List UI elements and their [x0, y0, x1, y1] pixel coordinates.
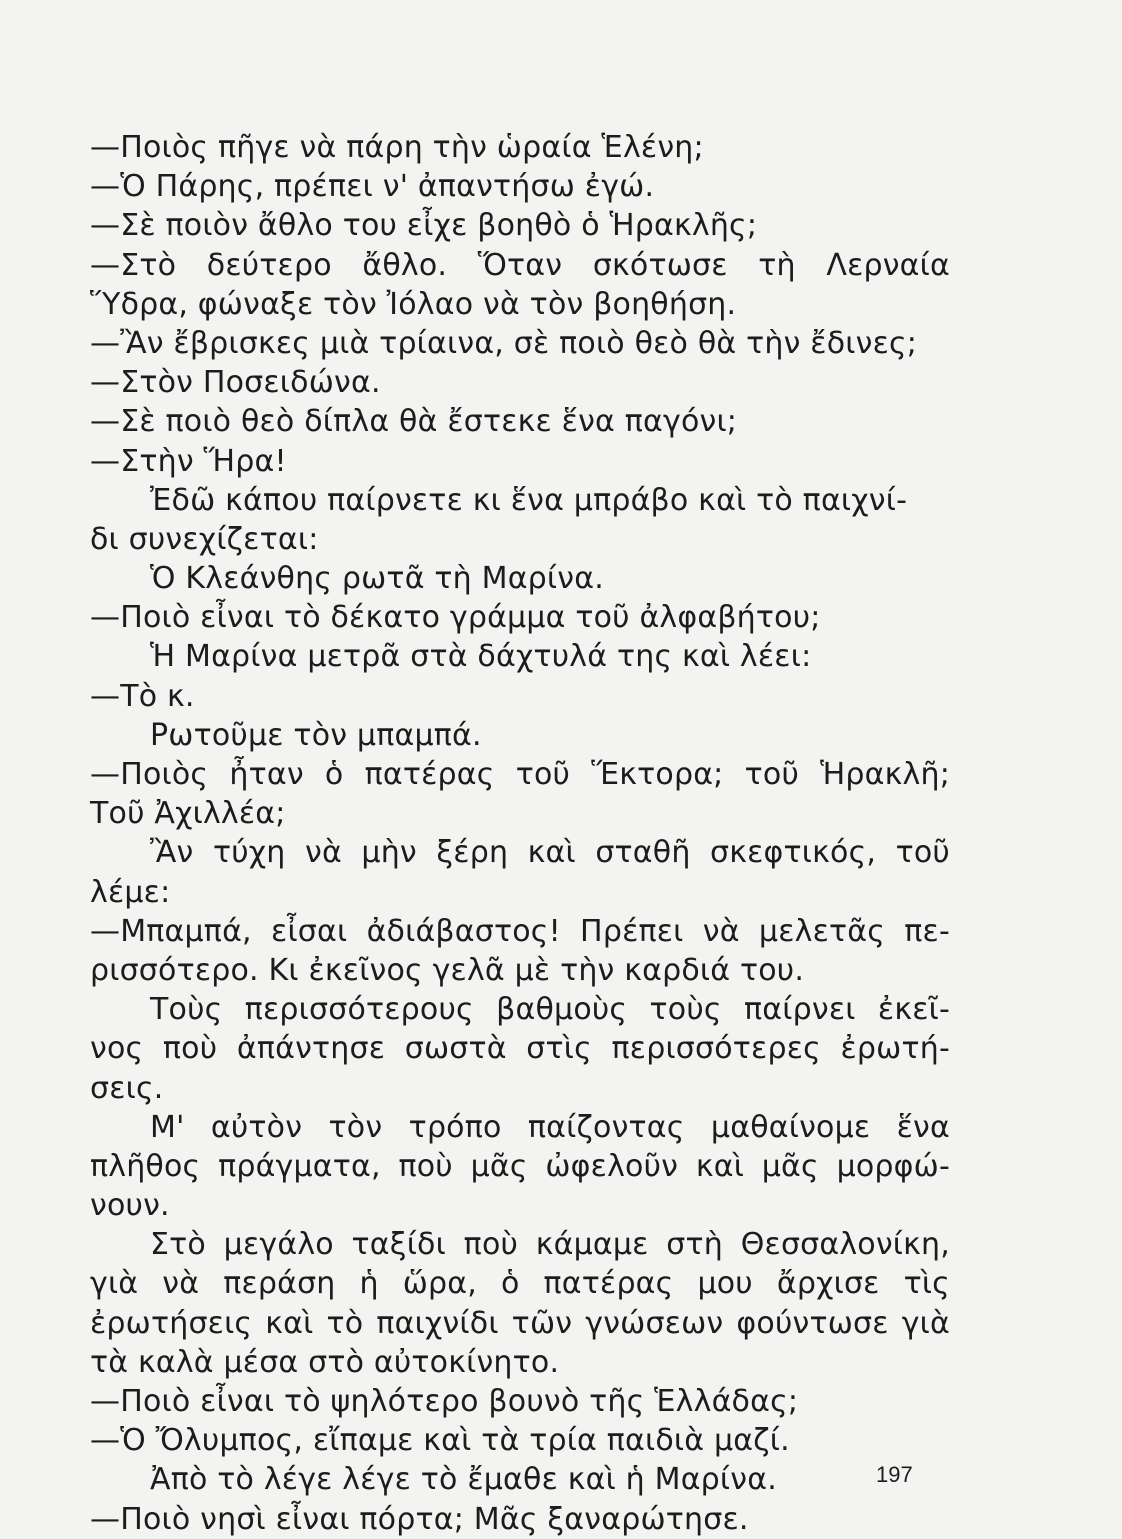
text-line: —Ποιὸς ἦταν ὁ πατέρας τοῦ Ἕκτορα; τοῦ Ἡρακλῆ; — [90, 757, 950, 792]
text-line: Ἂν τύχη νὰ μὴν ξέρη καὶ σταθῆ σκεφτικός, τοῦ — [150, 835, 950, 871]
text-line: ἐρωτήσεις καὶ τὸ παιχνίδι τῶν γνώσεων φούντωσε γιὰ — [90, 1305, 950, 1341]
text-line: Τοὺς περισσότερους βαθμοὺς τοὺς παίρνει ἐκεῖ- — [150, 992, 950, 1028]
text-line: —Ὁ Ὄλυμπος, εἴπαμε καὶ τὰ τρία παιδιὰ μαζί. — [90, 1423, 790, 1459]
text-line: σεις. — [90, 1070, 164, 1106]
text-line: γιὰ νὰ περάση ἡ ὥρα, ὁ πατέρας μου ἄρχισε τὶς — [90, 1266, 950, 1302]
text-line: —Ποιὸ νησὶ εἶναι πόρτα; Μᾶς ξαναρώτησε. — [90, 1501, 749, 1537]
text-line: Τοῦ Ἀχιλλέα; — [90, 796, 286, 832]
text-line: —Μπαμπά, εἶσαι ἀδιάβαστος! Πρέπει νὰ μελετᾶς πε- — [90, 913, 950, 949]
text-line: —Ἂν ἔβρισκες μιὰ τρίαινα, σὲ ποιὸ θεὸ θὰ τὴν ἔδινες; — [90, 325, 918, 361]
text-line: λέμε: — [90, 874, 171, 910]
text-line: πλῆθος πράγματα, ποὺ μᾶς ὠφελοῦν καὶ μᾶς μορφώ- — [90, 1148, 950, 1184]
text-line: δι συνεχίζεται: — [90, 521, 319, 557]
text-line: —Σὲ ποιὸν ἄθλο του εἶχε βοηθὸ ὁ Ἡρακλῆς; — [90, 208, 758, 244]
text-line: —Ποιὸ εἶναι τὸ δέκατο γράμμα τοῦ ἀλφαβήτου; — [90, 600, 821, 636]
text-line: —Στὸ δεύτερο ἄθλο. Ὅταν σκότωσε τὴ Λερναία — [90, 247, 950, 283]
page-text — [90, 128, 950, 1539]
text-line: Ἡ Μαρίνα μετρᾶ στὰ δάχτυλά της καὶ λέει: — [150, 639, 812, 675]
text-line: —Στὸν Ποσειδώνα. — [90, 365, 381, 401]
text-line: νος ποὺ ἀπάντησε σωστὰ στὶς περισσότερες ἐρωτή- — [90, 1031, 950, 1067]
text-line: νουν. — [90, 1188, 170, 1224]
text-line: Μ' αὐτὸν τὸν τρόπο παίζοντας μαθαίνομε ἕνα — [150, 1109, 950, 1145]
text-line: —Ποιὸ εἶναι τὸ ψηλότερο βουνὸ τῆς Ἑλλάδας; — [90, 1384, 799, 1419]
text-line: —Στὴν Ἥρα! — [90, 443, 287, 479]
text-line: Ὕδρα, φώναξε τὸν Ἰόλαο νὰ τὸν βοηθήση. — [90, 286, 737, 322]
text-line: —Ὁ Πάρης, πρέπει ν' ἀπαντήσω ἐγώ. — [90, 169, 655, 205]
text-line: Ἀπὸ τὸ λέγε λέγε τὸ ἔμαθε καὶ ἡ Μαρίνα. — [150, 1462, 777, 1498]
text-line: —Σὲ ποιὸ θεὸ δίπλα θὰ ἔστεκε ἕνα παγόνι; — [90, 404, 738, 440]
page-number: 197 — [876, 1462, 913, 1487]
text-line: Στὸ μεγάλο ταξίδι ποὺ κάμαμε στὴ Θεσσαλονίκη, — [150, 1227, 950, 1263]
text-line: ρισσότερο. Κι ἐκεῖνος γελᾶ μὲ τὴν καρδιά του. — [90, 952, 805, 988]
text-line: Ἐδῶ κάπου παίρνετε κι ἕνα μπράβο καὶ τὸ παιχνί- — [150, 482, 908, 518]
text-line: —Τὸ κ. — [90, 678, 195, 714]
text-line: Ὁ Κλεάνθης ρωτᾶ τὴ Μαρίνα. — [150, 561, 604, 597]
text-line: τὰ καλὰ μέσα στὸ αὐτοκίνητο. — [90, 1344, 560, 1380]
text-line: —Ποιὸς πῆγε νὰ πάρη τὴν ὡραία Ἑλένη; — [90, 130, 704, 165]
text-line: Ρωτοῦμε τὸν μπαμπά. — [150, 717, 482, 753]
